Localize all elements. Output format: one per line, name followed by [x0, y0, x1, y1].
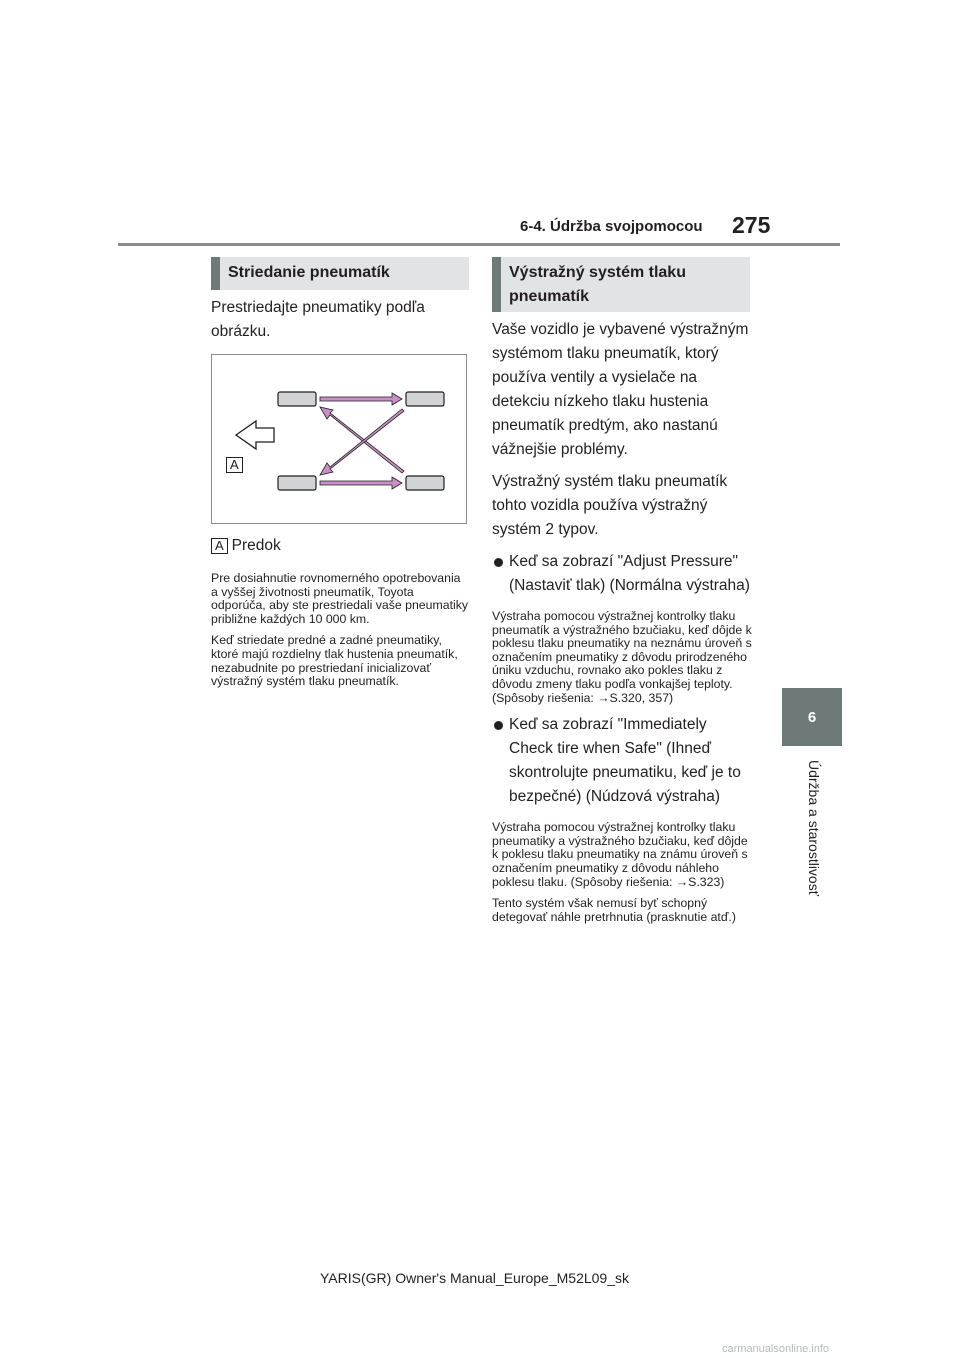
- immediately-check-note: Výstraha pomocou výstražnej kontrolky tlaku pneumatiky a výstražného bzučiaku, keď dôjde k poklesu tlaku pneumatiky na známu úroveň s označením pneumatiky z dôvodu náhleho poklesu tlaku. (Spôsoby riešenia: →S.323): [492, 820, 748, 889]
- legend-text: Predok: [231, 537, 281, 554]
- page-number: 275: [732, 212, 771, 238]
- tire-rotation-heading: Striedanie pneumatík: [211, 257, 469, 290]
- footer: YARIS(GR) Owner's Manual_Europe_M52L09_sk: [320, 1270, 629, 1286]
- section-title: 6-4. Údržba svojpomocou: [520, 218, 703, 235]
- rotation-note-1: Pre dosiahnutie rovnomerného opotrebovania a vyššej životnosti pneumatík, Toyota odporúča, aby ste prestriedali vaše pneumatiky približne každých 10 000 km.: [211, 571, 469, 626]
- arrow-rear-right-to-front-left-icon: [320, 407, 404, 473]
- tire-rotation-diagram: [211, 354, 467, 524]
- tire-rear-right: [406, 476, 444, 490]
- detection-limit-note: Tento systém však nemusí byť schopný detegovať náhle pretrhnutia (prasknutie atď.): [492, 896, 736, 924]
- tpws-paragraph-2: Výstražný systém tlaku pneumatík tohto vozidla používa výstražný systém 2 typov.: [492, 473, 728, 538]
- diagram-label-a: A: [226, 457, 243, 473]
- left-column: [211, 296, 469, 697]
- watermark: carmanualsonline.info: [722, 1343, 830, 1355]
- chapter-title: Údržba a starostlivosť: [806, 760, 822, 896]
- adjust-pressure-reference: (Spôsoby riešenia: →S.320, 357): [492, 690, 674, 705]
- arrow-front-left-to-rear-left-icon: [320, 393, 402, 405]
- tire-front-left: [278, 392, 316, 406]
- chapter-tab[interactable]: [782, 688, 842, 746]
- adjust-pressure-note: Výstraha pomocou výstražnej kontrolky tlaku pneumatík a výstražného bzučiaku, keď dôjde k poklesu tlaku pneumatiky na neznámu úroveň s označením pneumatiky z dôvodu prirodzeného úniku vzduchu, rovnako ako pokles tlaku z dôvodu zmeny tlaku podľa vonkajšej teploty.: [492, 609, 752, 691]
- rotation-intro: Prestriedajte pneumatiky podľa obrázku.: [211, 299, 425, 340]
- legend-label-a: A: [211, 538, 228, 554]
- legend: [211, 534, 469, 558]
- arrow-rear-left-to-front-right-icon: [320, 409, 404, 475]
- tire-rear-left: [406, 392, 444, 406]
- front-direction-arrow-icon: [236, 421, 274, 449]
- bullet-immediately-check: Keď sa zobrazí "Immediately Check tire when Safe" (Ihneď skontrolujte pneumatiku, keď je to bezpečné) (Núdzová výstraha): [492, 713, 754, 809]
- rotation-note-2: Keď striedate predné a zadné pneumatiky, ktoré majú rozdielny tlak hustenia pneumatík, nezabudnite po prestriedaní inicializovať výstražný systém tlaku pneumatík.: [211, 633, 458, 689]
- rotation-diagram-svg: [212, 355, 466, 523]
- tpws-paragraph-1: Vaše vozidlo je vybavené výstražným systémom tlaku pneumatík, ktorý používa ventily a vysielače na detekciu nízkeho tlaku hustenia pneumatík predtým, ako nastanú vážnejšie problémy.: [492, 321, 749, 458]
- arrow-front-right-to-rear-right-icon: [320, 477, 402, 489]
- header-rule: [118, 243, 840, 246]
- right-column: [492, 318, 754, 932]
- bullet-adjust-pressure: Keď sa zobrazí "Adjust Pressure" (Nastaviť tlak) (Normálna výstraha): [492, 550, 754, 598]
- tire-front-right: [278, 476, 316, 490]
- tpws-heading: Výstražný systém tlaku pneumatík: [492, 257, 750, 312]
- chapter-number: 6: [807, 708, 817, 726]
